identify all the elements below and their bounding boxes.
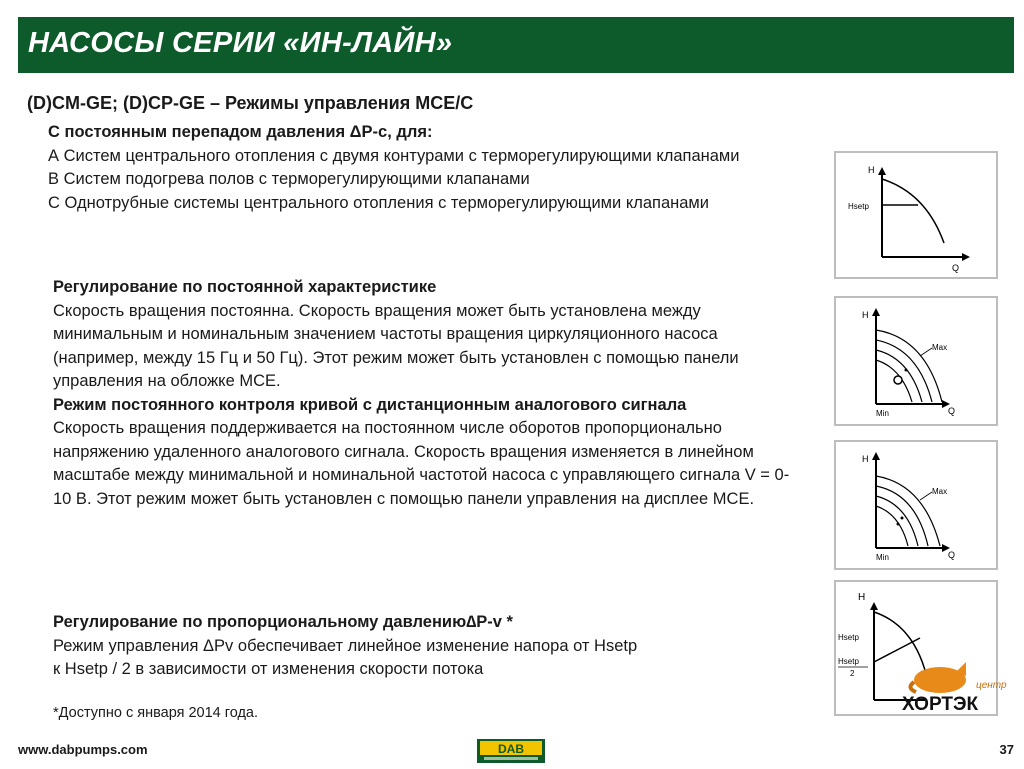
dab-logo-text: DAB bbox=[498, 742, 524, 756]
axis-label-h: H bbox=[868, 165, 875, 175]
y-axis-arrow bbox=[878, 167, 886, 175]
section-heading: Регулирование по постоянной характеристике bbox=[53, 278, 437, 296]
axis-label-q: Q bbox=[948, 550, 956, 560]
hortek-logo-svg bbox=[894, 658, 1014, 718]
operating-point bbox=[897, 523, 900, 526]
dab-logo-strip bbox=[484, 757, 538, 760]
section-heading: С постоянным перепадом давления ΔP-c, для: bbox=[48, 123, 433, 141]
section-heading: Регулирование по пропорциональному давлению∆P-v * bbox=[53, 613, 513, 631]
list-item: С Однотрубные системы центрального отопления с терморегулирующими клапанами bbox=[48, 193, 709, 212]
y-axis-arrow bbox=[872, 452, 880, 460]
dab-logo-svg bbox=[476, 738, 546, 764]
page-number: 37 bbox=[999, 742, 1014, 757]
list-item: А Систем центрального отопления с двумя контурами с терморегулирующими клапанами bbox=[48, 146, 740, 165]
max-label: Max bbox=[932, 343, 948, 352]
speed-curve bbox=[876, 486, 928, 546]
hortek-logo bbox=[894, 658, 1014, 718]
y-axis-arrow bbox=[872, 308, 880, 316]
section-constant-curve bbox=[53, 276, 798, 511]
max-leader bbox=[920, 492, 932, 500]
section-constant-pressure bbox=[48, 121, 808, 215]
diagram-constant-pressure-svg bbox=[836, 153, 996, 277]
hsetp-label: Hsetp bbox=[848, 202, 869, 211]
diagram-constant-curve-svg bbox=[836, 298, 996, 424]
axis-label-q: Q bbox=[948, 406, 956, 416]
footnote: *Доступно с января 2014 года. bbox=[53, 705, 259, 721]
operating-point bbox=[894, 376, 902, 384]
speed-curve bbox=[876, 330, 942, 402]
min-label: Min bbox=[876, 553, 889, 562]
axis-label-q: Q bbox=[952, 263, 960, 273]
pump-curve bbox=[882, 179, 944, 243]
min-label: Min bbox=[876, 409, 889, 418]
header-bar bbox=[18, 17, 1014, 73]
diagram-remote-analog-svg bbox=[836, 442, 996, 568]
section-proportional bbox=[53, 611, 798, 682]
x-axis-arrow bbox=[962, 253, 970, 261]
speed-curve bbox=[876, 340, 932, 402]
section-text: Скорость вращения поддерживается на постоянном числе оборотов пропорционально напряжению удаленного аналогового сигнала. Скорость вращения изменяется в линейном масштабе между минимальной и номинальной частотой насоса с управляющего сигнала V = 0-10 В. Этот режим может быть установлен с помощью панели управления на дисплее MCE. bbox=[53, 419, 790, 508]
section-text: к Hsetp / 2 в зависимости от изменения скорости потока bbox=[53, 660, 484, 678]
logo-text: ХОРТЭК bbox=[902, 694, 979, 715]
hsetp-label: Hsetp bbox=[838, 633, 859, 642]
logo-small-text: центр bbox=[976, 680, 1007, 691]
section-text: Скорость вращения постоянна. Скорость вращения может быть установлена между минимальным и номинальным значением частоты вращения циркуляционного насоса (например, между 15 Гц и 50 Гц). Этот режим может быть установлен с помощью панели управления на обложке MCE. bbox=[53, 301, 739, 390]
diagram-constant-pressure bbox=[834, 151, 998, 279]
axis-label-h: H bbox=[858, 592, 866, 603]
axis-label-h: H bbox=[862, 454, 869, 464]
dab-logo bbox=[476, 738, 546, 764]
y-axis-arrow bbox=[870, 602, 878, 610]
operating-point bbox=[901, 517, 904, 520]
diagram-remote-analog bbox=[834, 440, 998, 570]
diagram-constant-curve bbox=[834, 296, 998, 426]
section-text: Режим управления ΔPv обеспечивает линейное изменение напора от Hsetp bbox=[53, 636, 638, 655]
list-item: В Систем подогрева полов с терморегулирующими клапанами bbox=[48, 170, 530, 188]
speed-curve bbox=[876, 506, 908, 546]
max-leader bbox=[920, 348, 932, 356]
max-label: Max bbox=[932, 487, 948, 496]
footer-url[interactable]: www.dabpumps.com bbox=[18, 742, 148, 757]
axis-label-h: H bbox=[862, 310, 869, 320]
page-title: НАСОСЫ СЕРИИ «ИН-ЛАЙН» bbox=[28, 27, 453, 59]
hsetp-half-label: Hsetp bbox=[838, 657, 859, 666]
section-heading: Режим постоянного контроля кривой с дистанционным аналогового сигнала bbox=[53, 395, 687, 414]
operating-point bbox=[905, 369, 908, 372]
fraction-denominator: 2 bbox=[850, 669, 855, 678]
subtitle: (D)CM-GE; (D)CP-GE – Режимы управления MCE/C bbox=[27, 93, 474, 113]
